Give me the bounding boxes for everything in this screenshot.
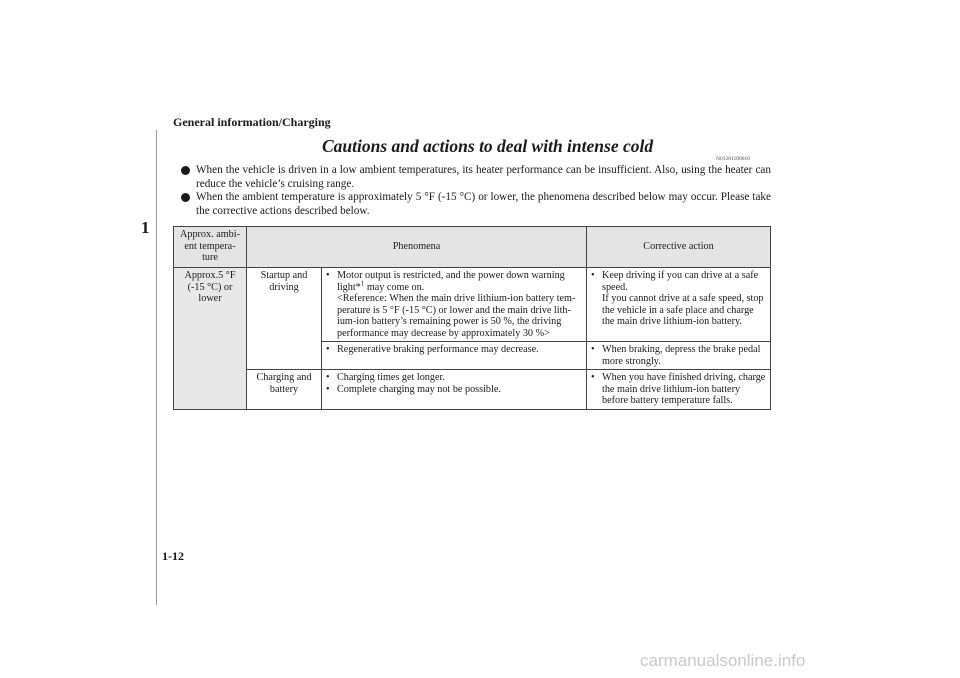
bullet-dot-icon <box>181 166 190 175</box>
category-cell: Startup and driving <box>247 268 322 370</box>
header-corrective-action: Corrective action <box>587 227 771 268</box>
action-cell: • When you have finished driving, charge the main drive lithium-ion battery before battery temperature falls. <box>587 370 771 410</box>
table-row <box>174 370 771 410</box>
table-row <box>174 268 771 342</box>
bullet-dot-icon <box>181 193 190 202</box>
action-cell: • Keep driving if you can drive at a safe speed. If you cannot drive at a safe speed, stop the vehicle in a safe place and charge the main drive lithium-ion battery. <box>587 268 771 342</box>
phenomena-cell: • Regenerative braking performance may decrease. <box>322 342 587 370</box>
header-temperature: Approx. ambi-ent tempera-ture <box>174 227 247 268</box>
chapter-divider <box>156 130 157 605</box>
bullet-item: When the ambient temperature is approximately 5 °F (-15 °C) or lower, the phenomena described below may occur. Please take the corrective actions described below. <box>181 191 771 218</box>
document-code: N01201100010 <box>716 156 751 162</box>
page-number: 1-12 <box>162 549 184 563</box>
cold-cautions-table <box>173 226 771 410</box>
page-title: Cautions and actions to deal with intense cold <box>322 136 654 156</box>
category-cell: Charging and battery <box>247 370 322 410</box>
phenomena-cell: • Motor output is restricted, and the power down warning light*$^1$ may come on. <Reference: When the main drive lithium-ion battery tem-perature is 5 °F (-15 °C) or lower and the main drive lith-ium-ion battery’s remaining power is 50 %, the driving performance may decrease by approximately 30 %> <box>322 268 587 342</box>
intro-bullets <box>181 164 771 218</box>
bullet-item: When the vehicle is driven in a low ambient temperatures, its heater performance can be insufficient. Also, using the heater can reduce the vehicle’s cruising range. <box>181 164 771 191</box>
temperature-cell: Approx.5 °F (-15 °C) or lower <box>174 268 247 410</box>
table-header-row <box>174 227 771 268</box>
phenomena-cell: • Charging times get longer. • Complete charging may not be possible. <box>322 370 587 410</box>
chapter-tab: 1 <box>141 218 150 237</box>
watermark: carmanualsonline.info <box>640 651 806 670</box>
action-cell: • When braking, depress the brake pedal more strongly. <box>587 342 771 370</box>
section-header: General information/Charging <box>173 115 331 129</box>
header-phenomena: Phenomena <box>247 227 587 268</box>
